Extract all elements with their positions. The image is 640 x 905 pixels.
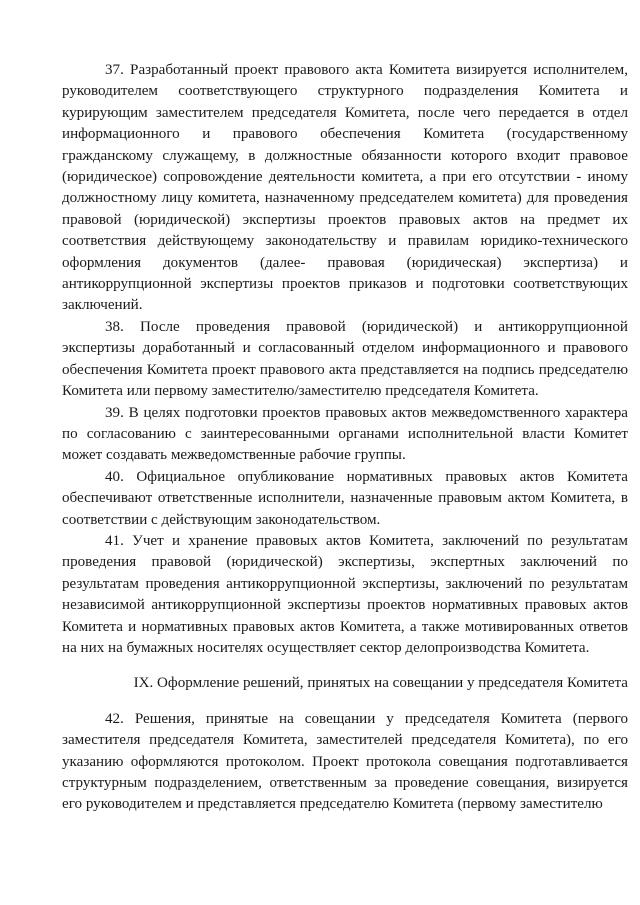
paragraph-39: 39. В целях подготовки проектов правовых актов межведомственного характера по согласованию с заинтересованными органами исполнительной власти Комитет может создавать межведомственные рабочие группы. <box>62 404 628 464</box>
document-page <box>62 60 628 816</box>
paragraph-37: 37. Разработанный проект правового акта Комитета визируется исполнителем, руководителем соответствующего структурного подразделения Комитета и курирующим заместителем председателя Комитета, после чего передается в отдел информационного и правового обеспечения Комитета (государственному гражданскому служащему, в должностные обязанности которого входит правовое (юридическое) сопровождение деятельности комитета, а при его отсутствии - иному должностному лицу комитета, назначенному председателем комитета) для проведения правовой (юридической) экспертизы проектов правовых актов на предмет их соответствия действующему законодательству и правилам юридико-технического оформления документов (далее- правовая (юридическая) экспертиза) и антикоррупционной экспертизы проектов приказов и подготовки соответствующих заключений. <box>62 62 628 314</box>
paragraph-40: 40. Официальное опубликование нормативных правовых актов Комитета обеспечивают ответственные исполнители, назначенные правовым актом Комитета, в соответствии с действующим законодательством. <box>62 468 628 528</box>
paragraph-41: 41. Учет и хранение правовых актов Комитета, заключений по результатам проведения правовой (юридической) экспертизы, экспертных заключений по результатам проведения антикоррупционной экспертизы, заключений по результатам независимой антикоррупционной экспертизы проектов нормативных правовых актов Комитета и нормативных правовых актов Комитета, а также мотивированных ответов на них на бумажных носителях осуществляет сектор делопроизводства Комитета. <box>62 532 628 656</box>
section-heading: IX. Оформление решений, принятых на совещании у председателя Комитета <box>133 675 628 692</box>
paragraph-38: 38. После проведения правовой (юридической) и антикоррупционной экспертизы доработанный и согласованный отделом информационного и правового обеспечения Комитета проект правового акта представляется на подпись председателю Комитета или первому заместителю/заместителю председателя Комитета. <box>62 318 628 400</box>
paragraph-42: 42. Решения, принятые на совещании у председателя Комитета (первого заместителя председателя Комитета, заместителей председателя Комитета), по его указанию оформляются протоколом. Проект протокола совещания подготавливается структурным подразделением, ответственным за проведение совещания, визируется его руководителем и представляется председателю Комитета (первому заместителю <box>62 710 628 813</box>
